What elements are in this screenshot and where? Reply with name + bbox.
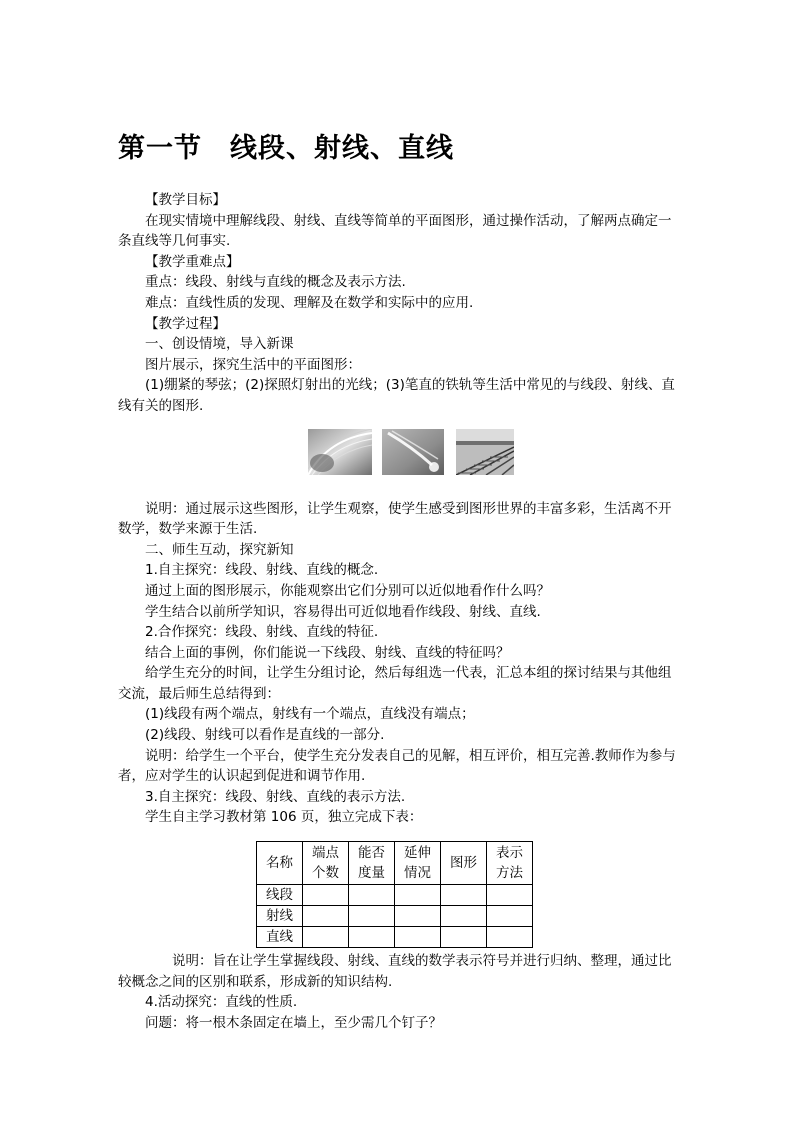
- paragraph: 二、师生互动，探究新知: [145, 541, 294, 558]
- section-before-images: [118, 190, 678, 417]
- paragraph: 难点：直线性质的发现、理解及在数学和实际中的应用.: [145, 294, 474, 311]
- guitar-strings-photo: [308, 429, 372, 475]
- table-row: [257, 906, 533, 927]
- table-cell: [487, 906, 533, 927]
- paragraph: 重点：线段、射线与直线的概念及表示方法.: [145, 274, 406, 291]
- paragraph: 给学生充分的时间，让学生分组讨论，然后每组选一代表，汇总本组的探讨结果与其他组交流，最后师生总结得到：: [118, 665, 672, 702]
- table-row-label: 线段: [257, 885, 303, 906]
- table-header-cell: 名称: [257, 842, 303, 885]
- photo-strip: [118, 429, 678, 489]
- paragraph: 图片展示，探究生活中的平面图形：: [145, 356, 361, 373]
- paragraph: 3.自主探究：线段、射线、直线的表示方法.: [145, 788, 406, 805]
- table-cell: [303, 885, 349, 906]
- table-header-row: [257, 842, 533, 885]
- paragraph: 2.合作探究：线段、射线、直线的特征.: [145, 624, 379, 641]
- table-cell: [303, 906, 349, 927]
- table-row-label: 直线: [257, 927, 303, 948]
- section-heading: 【教学过程】: [145, 315, 226, 332]
- table-row: [257, 927, 533, 948]
- comparison-table: [256, 841, 533, 948]
- table-cell: [303, 927, 349, 948]
- table-cell: [487, 885, 533, 906]
- table-cell: [349, 927, 395, 948]
- paragraph: 一、创设情境，导入新课: [145, 336, 294, 353]
- paragraph: 在现实情境中理解线段、射线、直线等简单的平面图形，通过操作活动，了解两点确定一条直线等几何事实.: [118, 212, 672, 250]
- table-header-cell: 端点 个数: [303, 842, 349, 885]
- searchlight-beam-photo: [382, 429, 444, 475]
- table-cell: [349, 906, 395, 927]
- table-cell: [395, 906, 441, 927]
- section-heading: 【教学目标】: [145, 192, 226, 208]
- table-cell: [395, 885, 441, 906]
- table-cell: [487, 927, 533, 948]
- document-body: [118, 190, 678, 1033]
- paragraph: 结合上面的事例，你们能说一下线段、射线、直线的特征吗？: [145, 644, 510, 661]
- railway-tracks-photo: [456, 429, 514, 475]
- paragraph: (1)绷紧的琴弦；(2)探照灯射出的光线；(3)笔直的铁轨等生活中常见的与线段、射线、直线有关的图形.: [118, 377, 675, 414]
- paragraph: 说明：给学生一个平台，使学生充分发表自己的见解，相互评价，相互完善.教师作为参与者，应对学生的认识起到促进和调节作用.: [118, 747, 676, 785]
- paragraph: 1.自主探究：线段、射线、直线的概念.: [145, 562, 379, 579]
- table-header-cell: 延伸 情况: [395, 842, 441, 885]
- paragraph: 学生自主学习教材第 106 页，独立完成下表：: [145, 809, 423, 826]
- section-heading: 【教学重难点】: [145, 253, 240, 270]
- page-title: 第一节 线段、射线、直线: [118, 133, 454, 164]
- paragraph: (2)线段、射线可以看作是直线的一部分.: [145, 727, 385, 744]
- table-cell: [441, 906, 487, 927]
- table-row-label: 射线: [257, 906, 303, 927]
- paragraph: 问题：将一根木条固定在墙上，至少需几个钉子？: [145, 1014, 442, 1031]
- paragraph: 说明：旨在让学生掌握线段、射线、直线的数学表示符号并进行归纳、整理，通过比较概念之间的区别和联系，形成新的知识结构.: [118, 953, 672, 990]
- section-after-images: [118, 499, 678, 829]
- table-cell: [441, 927, 487, 948]
- table-header-cell: 表示 方法: [487, 842, 533, 885]
- table-header-cell: 能否 度量: [349, 842, 395, 885]
- table-cell: [349, 885, 395, 906]
- paragraph: 说明：通过展示这些图形，让学生观察，使学生感受到图形世界的丰富多彩，生活离不开数学，数学来源于生活.: [118, 500, 672, 538]
- table-cell: [395, 927, 441, 948]
- table-cell: [441, 885, 487, 906]
- paragraph: 学生结合以前所学知识，容易得出可近似地看作线段、射线、直线.: [145, 603, 541, 620]
- paragraph: 通过上面的图形展示，你能观察出它们分别可以近似地看作什么吗？: [145, 582, 550, 599]
- section-after-table: [118, 951, 678, 1033]
- table-header-cell: 图形: [441, 842, 487, 885]
- paragraph: 4.活动探究：直线的性质.: [145, 994, 298, 1011]
- paragraph: (1)线段有两个端点，射线有一个端点，直线没有端点；: [145, 706, 475, 723]
- table-row: [257, 885, 533, 906]
